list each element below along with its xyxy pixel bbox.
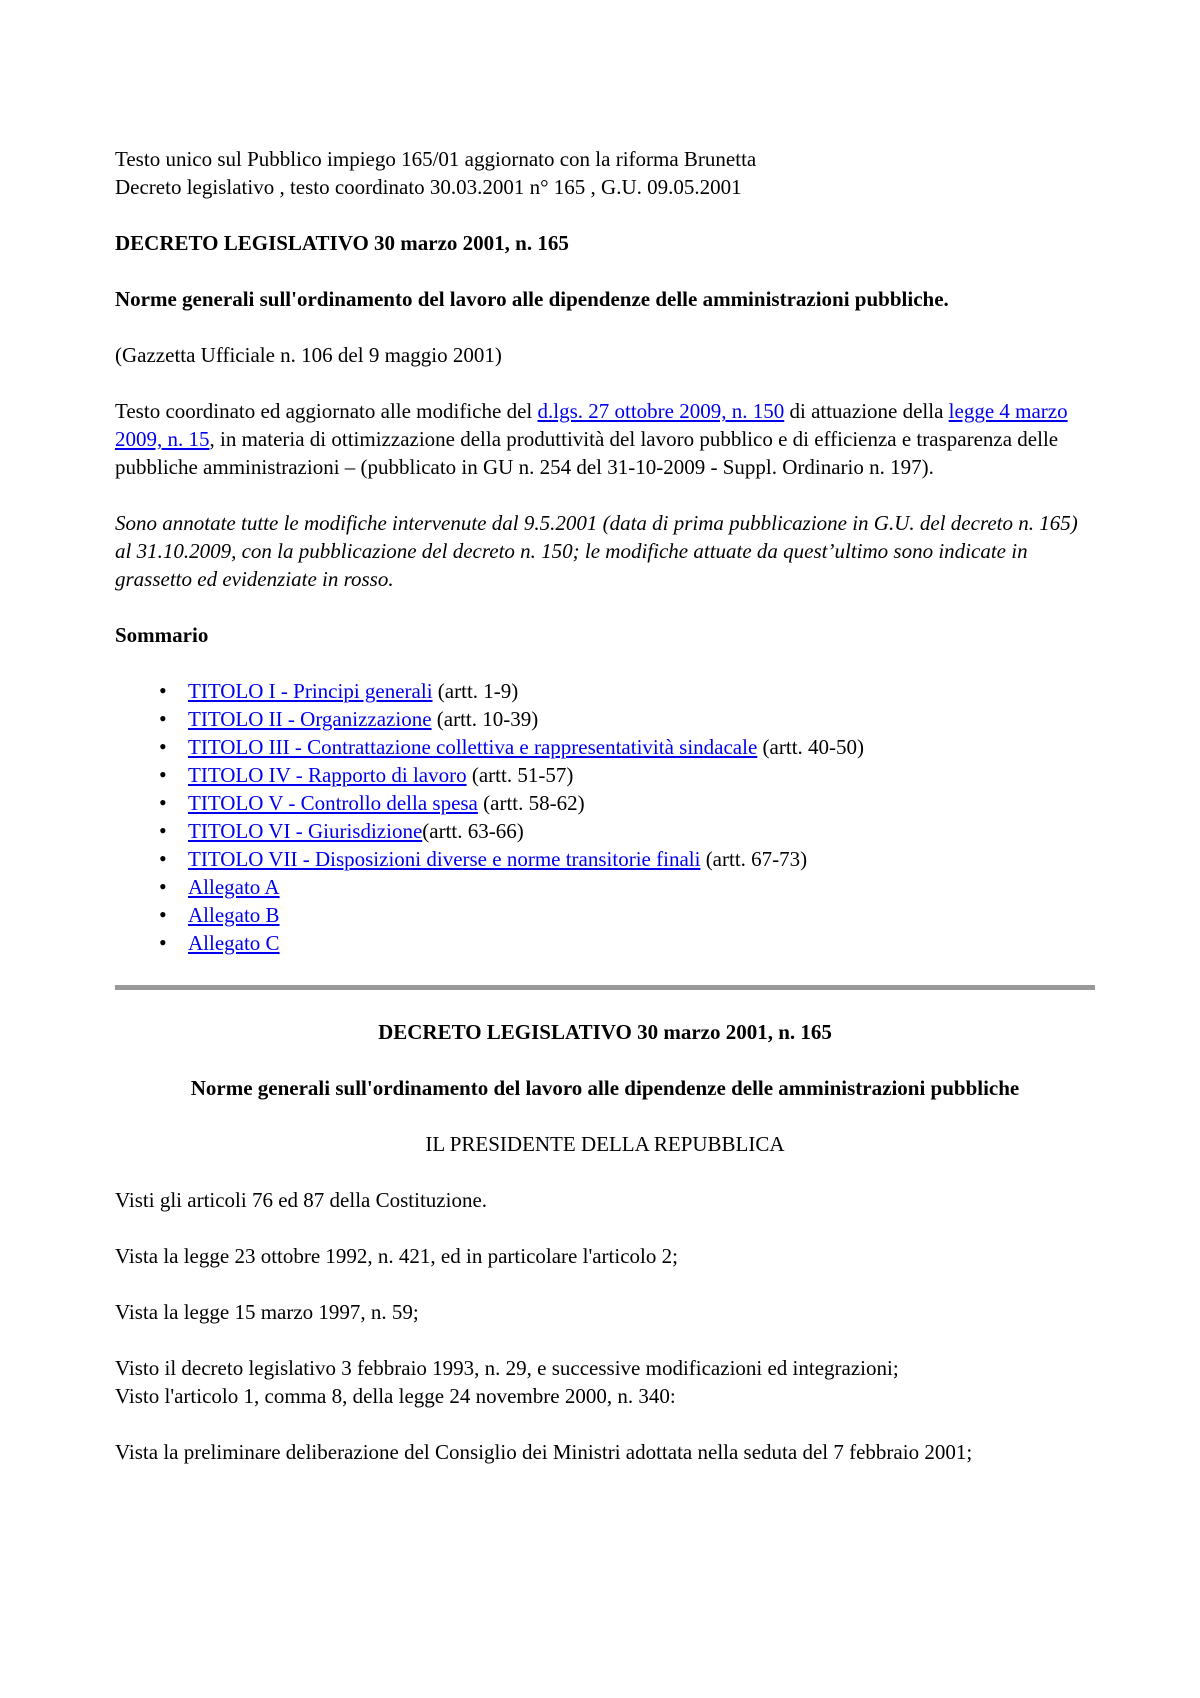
- summary-link-allegato-c[interactable]: Allegato C: [188, 931, 280, 955]
- coordinated-suffix: , in materia di ottimizzazione della produttività del lavoro pubblico e di efficienza e trasparenza delle pubbliche amministrazioni – (pubblicato in GU n. 254 del 31-10-2009 - Suppl. Ordinario n. 197).: [115, 427, 1059, 479]
- summary-item-range: (artt. 58-62): [477, 791, 585, 815]
- summary-link-titolo-5[interactable]: TITOLO V - Controllo della spesa: [188, 791, 478, 815]
- summary-item: [188, 817, 1095, 845]
- summary-list: [115, 677, 1095, 957]
- summary-item: [188, 677, 1095, 705]
- header-line-1: Testo unico sul Pubblico impiego 165/01 aggiornato con la riforma Brunetta: [115, 147, 757, 171]
- body-paragraph: Vista la legge 23 ottobre 1992, n. 421, ed in particolare l'articolo 2;: [115, 1244, 678, 1268]
- summary-link-titolo-6[interactable]: TITOLO VI - Giurisdizione: [188, 819, 423, 843]
- summary-item-range: (artt. 63-66): [422, 819, 524, 843]
- summary-item: [188, 901, 1095, 929]
- summary-item: [188, 761, 1095, 789]
- summary-item: [188, 789, 1095, 817]
- body-title: DECRETO LEGISLATIVO 30 marzo 2001, n. 165: [378, 1020, 832, 1044]
- body-paragraph: Vista la legge 15 marzo 1997, n. 59;: [115, 1300, 419, 1324]
- summary-item-range: (artt. 51-57): [466, 763, 574, 787]
- summary-item: [188, 929, 1095, 957]
- legge-15-link[interactable]: legge 4 marzo 2009, n. 15: [115, 399, 1068, 451]
- summary-item: [188, 705, 1095, 733]
- summary-item: [188, 733, 1095, 761]
- coordinated-text: [115, 397, 1095, 481]
- coordinated-mid: di attuazione della: [784, 399, 949, 423]
- summary-item-range: (artt. 10-39): [431, 707, 539, 731]
- summary-link-allegato-b[interactable]: Allegato B: [188, 903, 280, 927]
- coordinated-prefix: Testo coordinato ed aggiornato alle modifiche del: [115, 399, 538, 423]
- annotation-note: Sono annotate tutte le modifiche intervenute dal 9.5.2001 (data di prima pubblicazione in G.U. del decreto n. 165) al 31.10.2009, con la pubblicazione del decreto n. 150; le modifiche attuate da quest’ultimo sono indicate in grassetto ed evidenziate in rosso.: [115, 511, 1078, 591]
- document-subtitle: Norme generali sull'ordinamento del lavoro alle dipendenze delle amministrazioni pubbliche.: [115, 287, 949, 311]
- summary-item: [188, 845, 1095, 873]
- body-paragraph: Vista la preliminare deliberazione del Consiglio dei Ministri adottata nella seduta del 7 febbraio 2001;: [115, 1440, 973, 1464]
- summary-link-titolo-2[interactable]: TITOLO II - Organizzazione: [188, 707, 432, 731]
- body-subtitle: Norme generali sull'ordinamento del lavoro alle dipendenze delle amministrazioni pubbliche: [190, 1076, 1020, 1100]
- summary-item-range: (artt. 1-9): [432, 679, 519, 703]
- body-paragraph: Visto l'articolo 1, comma 8, della legge 24 novembre 2000, n. 340:: [115, 1384, 676, 1408]
- summary-heading: Sommario: [115, 623, 209, 647]
- header-line-2: Decreto legislativo , testo coordinato 30.03.2001 n° 165 , G.U. 09.05.2001: [115, 175, 742, 199]
- gazzetta-reference: (Gazzetta Ufficiale n. 106 del 9 maggio 2001): [115, 343, 502, 367]
- summary-item: [188, 873, 1095, 901]
- body-paragraph: Visti gli articoli 76 ed 87 della Costituzione.: [115, 1188, 488, 1212]
- summary-link-titolo-4[interactable]: TITOLO IV - Rapporto di lavoro: [188, 763, 467, 787]
- document-title: DECRETO LEGISLATIVO 30 marzo 2001, n. 165: [115, 231, 569, 255]
- summary-link-titolo-1[interactable]: TITOLO I - Principi generali: [188, 679, 433, 703]
- summary-item-range: (artt. 67-73): [700, 847, 808, 871]
- president-heading: IL PRESIDENTE DELLA REPUBBLICA: [425, 1132, 785, 1156]
- summary-link-allegato-a[interactable]: Allegato A: [188, 875, 280, 899]
- body-paragraph: Visto il decreto legislativo 3 febbraio 1993, n. 29, e successive modificazioni ed integrazioni;: [115, 1356, 899, 1380]
- summary-link-titolo-3[interactable]: TITOLO III - Contrattazione collettiva e rappresentatività sindacale: [188, 735, 758, 759]
- document-content: [115, 145, 1095, 1466]
- section-divider: [115, 985, 1095, 990]
- dlgs-150-link[interactable]: d.lgs. 27 ottobre 2009, n. 150: [537, 399, 785, 423]
- summary-item-range: (artt. 40-50): [757, 735, 865, 759]
- summary-link-titolo-7[interactable]: TITOLO VII - Disposizioni diverse e norme transitorie finali: [188, 847, 701, 871]
